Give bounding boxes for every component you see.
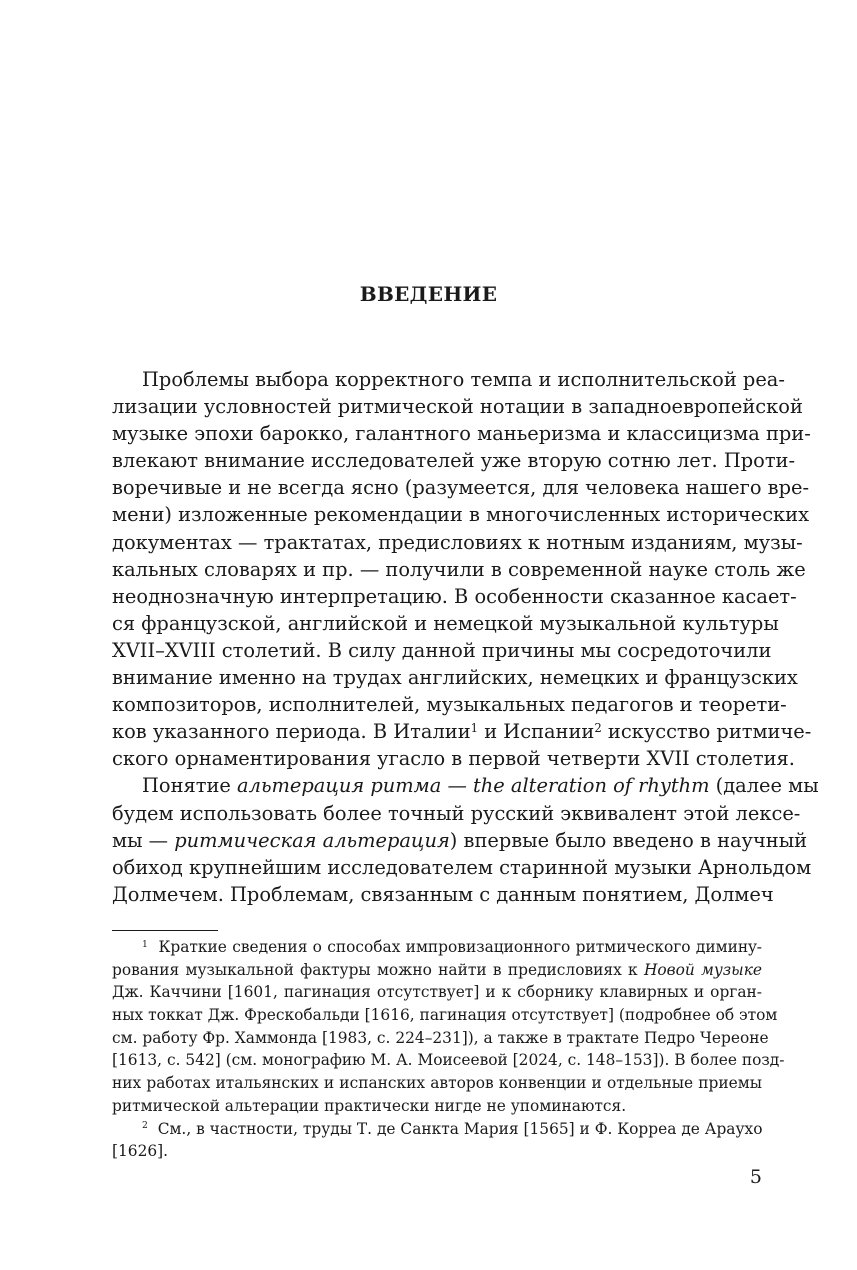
footnote-1: $^1$ Краткие сведения о способах импровизационного ритмического диминy-: [142, 938, 762, 956]
text-line: ков указанного периода. В Италии$^1$ и Испании$^2$ искусство ритмиче-: [112, 720, 812, 744]
text-line: Проблемы выбора корректного темпа и исполнительской реа-: [142, 368, 785, 391]
text-line: обиход крупнейшим исследователем старинной музыки Арнольдом: [112, 855, 812, 879]
italic-title: Новой музыке: [643, 960, 762, 979]
body-text: [112, 366, 819, 908]
italic-term: альтерация ритма — the alteration of rhythm: [237, 774, 710, 798]
text-line: кальных словарях и пр. — получили в современной науке столь же: [112, 557, 806, 581]
footnote-number: 1: [142, 938, 148, 950]
text-line: композиторов, исполнителей, музыкальных педагогов и теорети-: [112, 693, 787, 717]
footnote-line: них работах итальянских и испанских авторов конвенции и отдельные приемы: [112, 1074, 762, 1093]
italic-term: ритмическая альтерация: [174, 828, 450, 852]
footnote-line: [1626].: [112, 1142, 169, 1161]
text-line: мени) изложенные рекомендации в многочисленных исторических: [112, 503, 810, 527]
footnote-line: рования музыкальной фактуры можно найти в предисловиях к Новой музыке: [112, 960, 762, 979]
text-line: внимание именно на трудах английских, немецких и французских: [112, 666, 798, 690]
page-number: 5: [749, 1166, 762, 1188]
text-line: ся французской, английской и немецкой музыкальной культуры: [112, 611, 779, 635]
text-line: ского орнаментирования угасло в первой четверти XVII столетия.: [112, 747, 795, 771]
text-line: документах — трактатах, предисловиях к нотным изданиям, музы-: [112, 530, 803, 554]
footnote-number: 2: [142, 1120, 148, 1132]
text-line: XVII–XVIII столетий. В силу данной причины мы сосредоточили: [112, 638, 772, 662]
chapter-heading: ВВЕДЕНИЕ: [359, 282, 498, 306]
footnote-2: $^2$ См., в частности, труды Т. де Санкта Мария [1565] и Ф. Корреа де Араухо: [142, 1119, 763, 1138]
text-line: Долмечем. Проблемам, связанным с данным понятием, Долмеч: [112, 882, 774, 906]
text-line: Понятие альтерация ритма — the alteration of rhythm (далее мы: [142, 774, 819, 798]
text-line: лизации условностей ритмической нотации в западноевропейской: [112, 395, 803, 419]
footnote-line: [1613, с. 542] (см. монографию М. А. Моисеевой [2024, с. 148–153]). В более позд-: [112, 1051, 785, 1070]
text-line: неоднозначную интерпретацию. В особенности сказанное касает-: [112, 584, 797, 608]
footnote-line: Дж. Каччини [1601, пагинация отсутствует] и к сборнику клавирных и орган-: [112, 983, 762, 1002]
footnote-line: ных токкат Дж. Фрескобальди [1616, пагинация отсутствует] (подробнее об этом: [112, 1006, 778, 1025]
text-line: мы — ритмическая альтерация) впервые было введено в научный: [112, 828, 808, 852]
footnote-ref-1[interactable]: 1: [470, 720, 479, 735]
text-line: музыке эпохи барокко, галантного маньеризма и классицизма при-: [112, 422, 811, 446]
text-line: воречивые и не всегда ясно (разумеется, для человека нашего вре-: [112, 476, 810, 500]
footnote-line: см. работу Фр. Хаммонда [1983, с. 224–231]), а также в трактате Педро Череоне: [112, 1028, 769, 1047]
footnote-separator: [112, 930, 218, 931]
footnotes: [112, 936, 785, 1163]
text-line: влекают внимание исследователей уже вторую сотню лет. Проти-: [112, 449, 796, 473]
footnote-line: ритмической альтерации практически нигде не упоминаются.: [112, 1096, 627, 1115]
footnote-ref-2[interactable]: 2: [594, 720, 602, 735]
text-line: будем использовать более точный русский эквивалент этой лексе-: [112, 801, 801, 825]
